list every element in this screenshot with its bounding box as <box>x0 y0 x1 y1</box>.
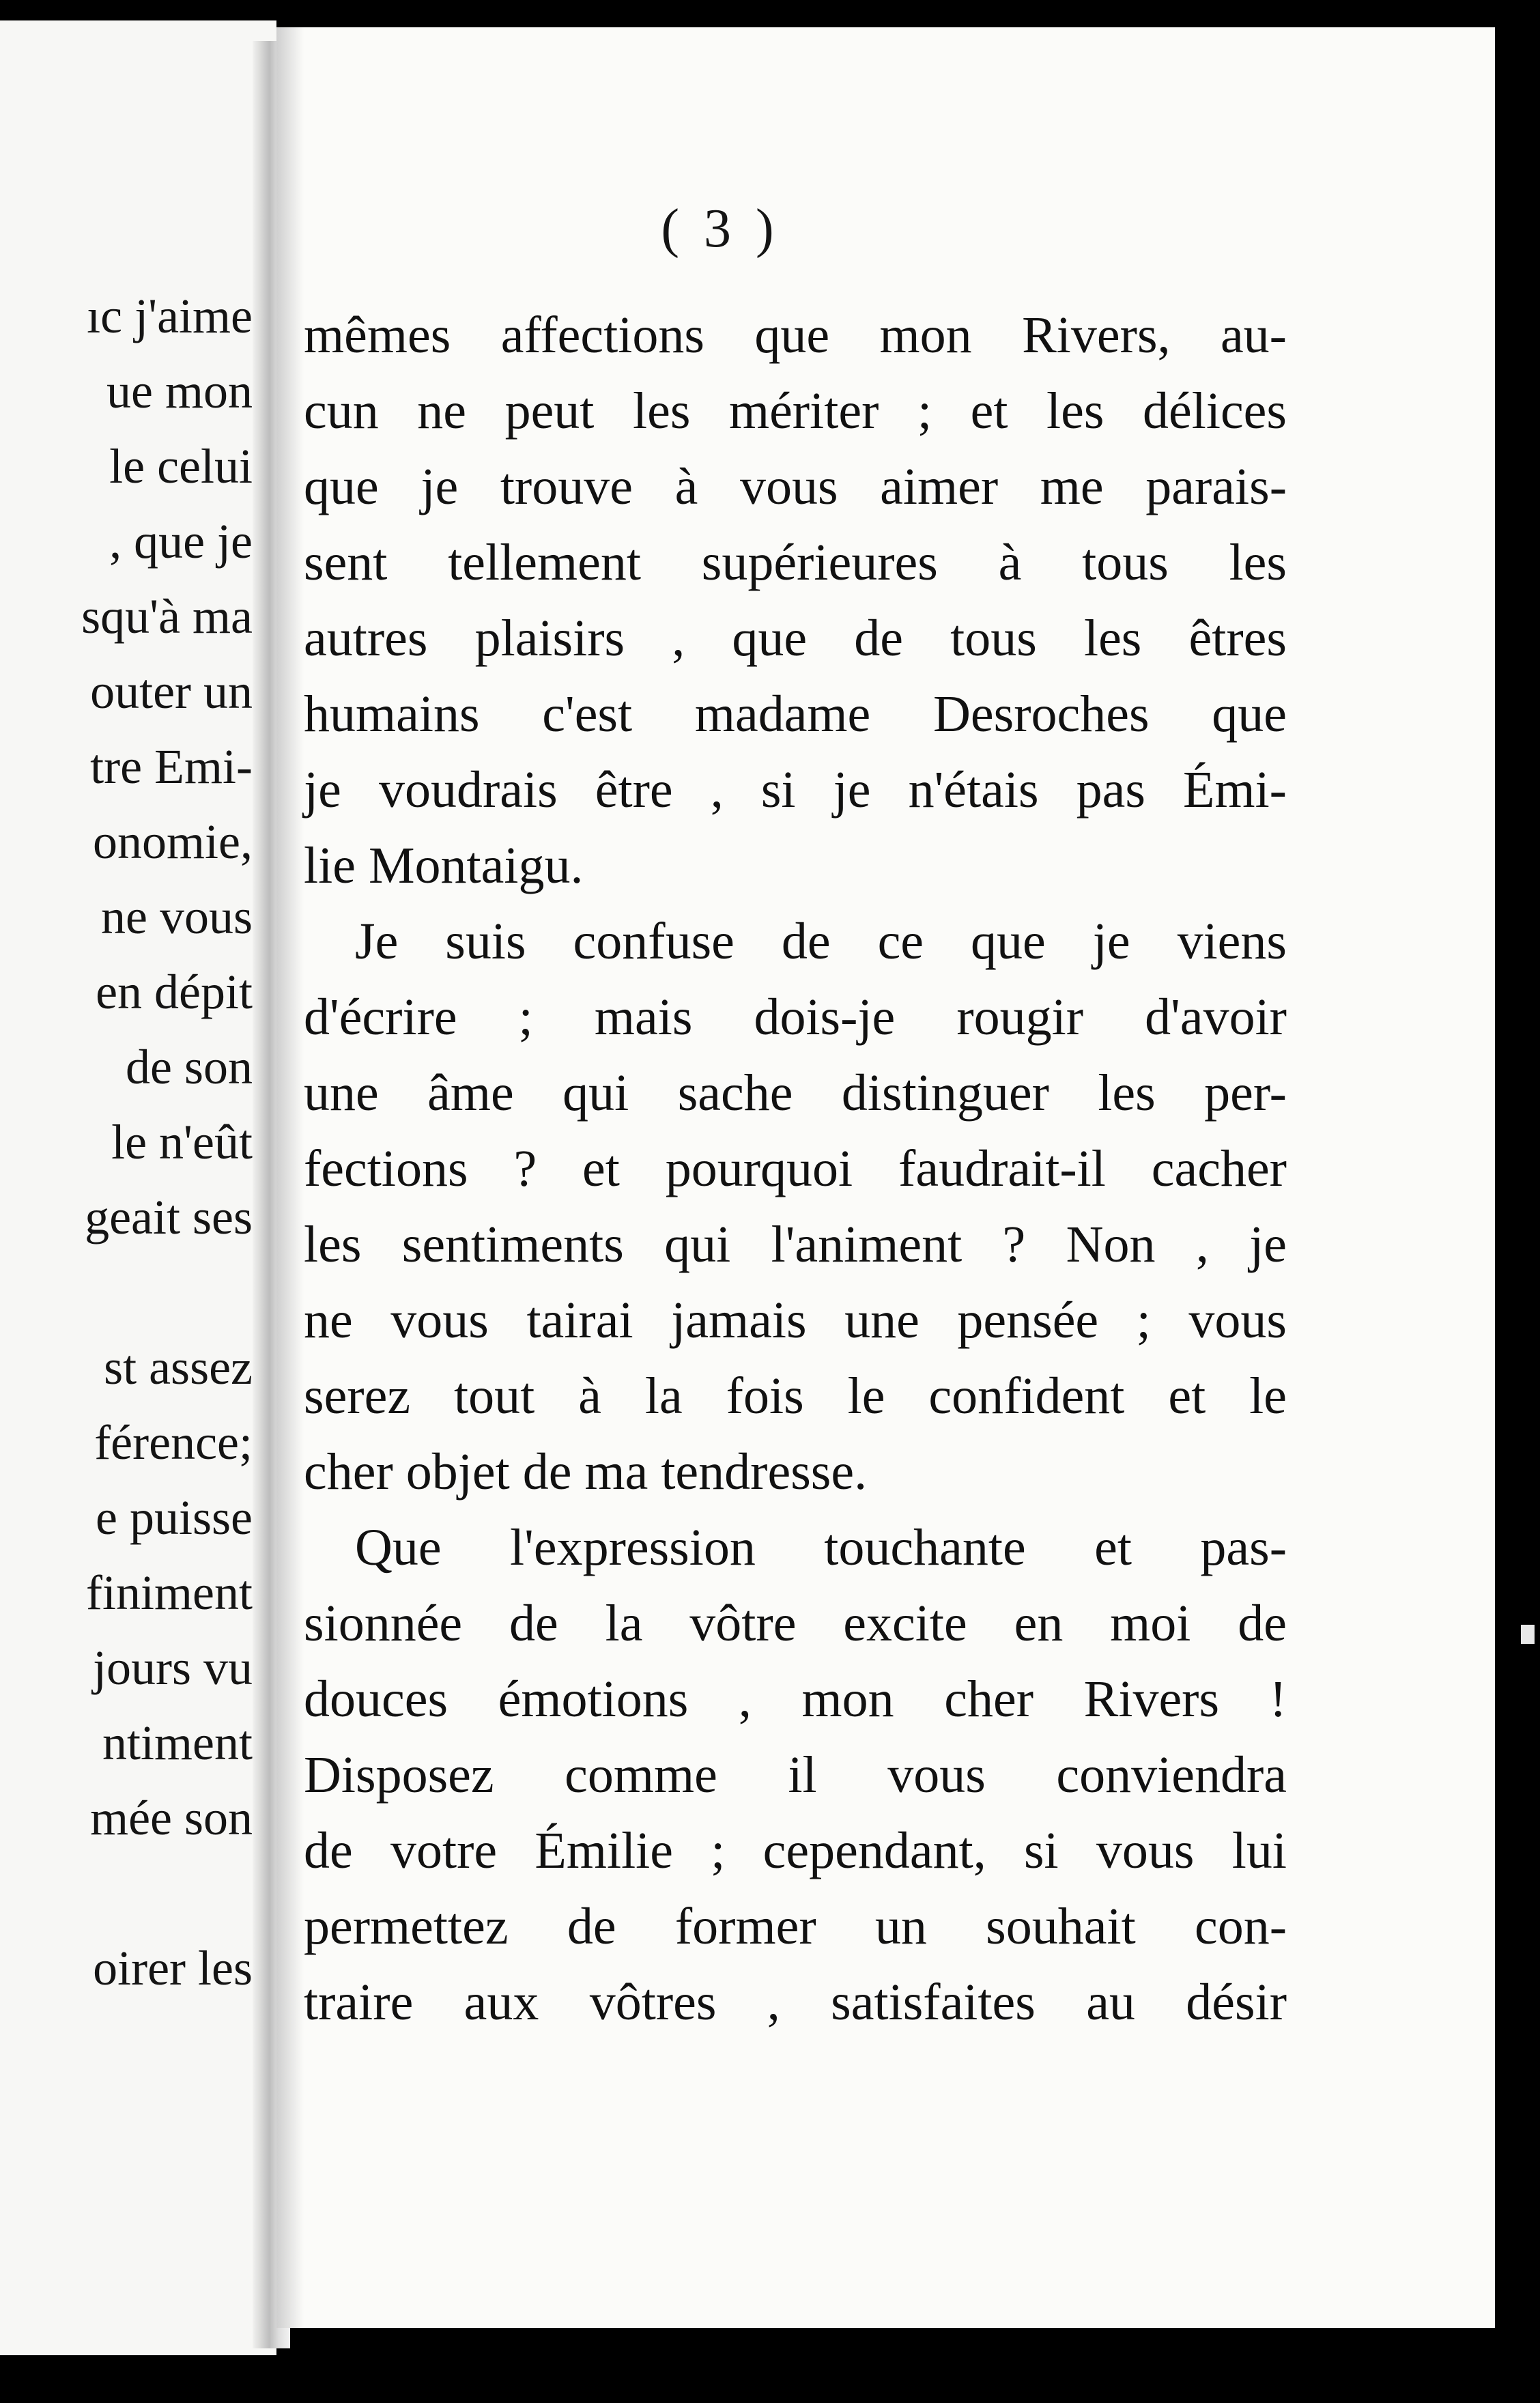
text-line: douces émotions , mon cher Rivers ! <box>304 1670 1287 1728</box>
left-line: st assez <box>104 1340 253 1395</box>
text-line: fections ? et pourquoi faudrait-il cacher <box>304 1140 1287 1197</box>
text-line: traire aux vôtres , satisfaites au désir <box>304 1974 1287 2031</box>
left-line: e puisse <box>96 1490 253 1545</box>
text-line: Disposez comme il vous conviendra <box>304 1746 1287 1804</box>
left-line: finiment <box>86 1565 253 1620</box>
text-line: je voudrais être , si je n'étais pas Émi- <box>304 761 1287 819</box>
left-line: onomie, <box>93 814 253 869</box>
text-line: lie Montaigu. <box>304 837 584 894</box>
left-line: geait ses <box>85 1190 253 1245</box>
left-line: , que je <box>109 514 253 569</box>
text-line: sent tellement supérieures à tous les <box>304 534 1287 591</box>
text-line: une âme qui sache distinguer les per- <box>304 1064 1287 1122</box>
text-line: Je suis confuse de ce que je viens <box>355 913 1287 970</box>
left-line: en dépit <box>96 965 253 1019</box>
text-line: cun ne peut les mériter ; et les délices <box>304 382 1287 440</box>
left-line: ne vous <box>101 890 253 944</box>
left-page-text <box>0 279 253 2006</box>
left-line: férence; <box>94 1415 253 1470</box>
text-line: autres plaisirs , que de tous les êtres <box>304 610 1287 667</box>
left-page <box>0 20 276 2355</box>
text-line: permettez de former un souhait con- <box>304 1898 1287 1955</box>
page-curve-shadow <box>276 27 304 2328</box>
text-line: humains c'est madame Desroches que <box>304 685 1287 743</box>
page-edge-mark <box>1521 1625 1535 1644</box>
left-line: le n'eût <box>111 1115 253 1169</box>
text-line: sionnée de la vôtre excite en moi de <box>304 1595 1287 1652</box>
text-line: ne vous tairai jamais une pensée ; vous <box>304 1292 1287 1349</box>
left-line: de son <box>126 1040 253 1094</box>
left-line: ue mon <box>106 364 253 418</box>
text-line: Que l'expression touchante et pas- <box>355 1519 1287 1576</box>
page-number: ( 3 ) <box>661 199 780 259</box>
left-line-gap <box>0 1855 253 1931</box>
left-line: le celui <box>109 439 253 494</box>
left-line: squ'à ma <box>81 589 253 644</box>
left-line: mée son <box>90 1791 253 1845</box>
body-text <box>304 298 1287 2041</box>
text-line: serez tout à la fois le confident et le <box>304 1367 1287 1425</box>
text-line: mêmes affections que mon Rivers, au- <box>304 307 1287 364</box>
left-line: oirer les <box>93 1941 253 1995</box>
left-line: ntiment <box>102 1716 253 1770</box>
left-line: jours vu <box>93 1640 253 1695</box>
left-line-gap <box>0 1255 253 1330</box>
text-line: de votre Émilie ; cependant, si vous lui <box>304 1822 1287 1879</box>
text-line: les sentiments qui l'animent ? Non , je <box>304 1216 1287 1273</box>
right-page <box>276 27 1495 2328</box>
text-line: que je trouve à vous aimer me parais- <box>304 458 1287 515</box>
left-line: outer un <box>90 664 253 719</box>
left-line: ıc j'aime <box>87 289 253 343</box>
left-line: tre Emi- <box>90 739 253 794</box>
text-line: d'écrire ; mais dois-je rougir d'avoir <box>304 989 1287 1046</box>
text-line: cher objet de ma tendresse. <box>304 1443 868 1501</box>
